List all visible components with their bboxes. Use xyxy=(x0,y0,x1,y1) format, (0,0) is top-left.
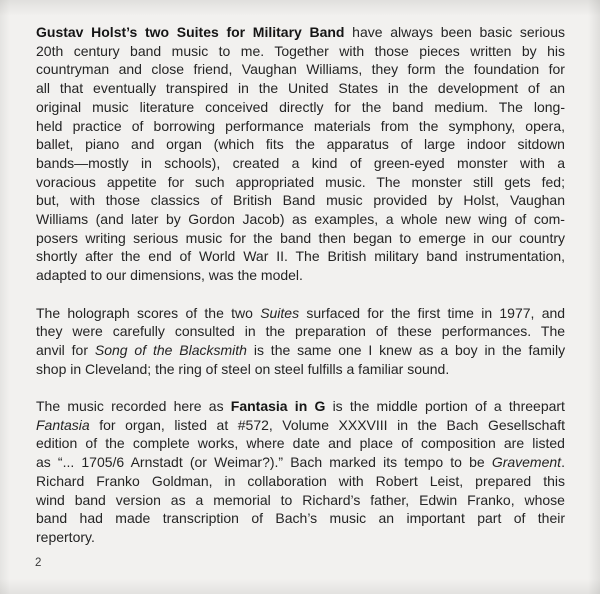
text-line-content xyxy=(36,211,565,227)
text-line-content xyxy=(36,155,565,171)
body-text: is the same one I knew as a boy in the family xyxy=(246,341,566,358)
body-text: adapted to our dimensions, was the model. xyxy=(36,267,303,284)
text-line xyxy=(36,509,565,528)
text-line xyxy=(36,341,565,360)
text-line-content xyxy=(36,473,565,489)
paragraph xyxy=(36,23,565,285)
text-line xyxy=(36,154,565,173)
text-line xyxy=(36,266,565,285)
body-text: voracious appetite for such appropriated music. The monster still gets fed; xyxy=(36,173,565,190)
text-line-content xyxy=(36,248,565,264)
body-text: wind band version as a memorial to Richard’s father, Edwin Franko, whose xyxy=(36,491,565,508)
text-line xyxy=(36,322,565,341)
text-line-content xyxy=(36,417,565,433)
text-line-content xyxy=(36,99,565,115)
text-line-content xyxy=(36,492,565,508)
italic-text: Suites xyxy=(260,304,300,321)
body-text: surfaced for the first time in 1977, and xyxy=(299,304,566,321)
body-text: have always been basic serious xyxy=(344,24,566,40)
italic-text: Fantasia xyxy=(36,416,90,433)
body-text: The music recorded here as xyxy=(36,398,231,415)
text-line-content xyxy=(36,43,565,59)
body-text: all that eventually transpired in the United States in the development of an xyxy=(36,80,566,97)
text-line-content xyxy=(36,80,565,96)
text-line xyxy=(36,210,565,229)
text-line xyxy=(36,135,565,154)
text-line xyxy=(36,173,565,192)
text-line-content xyxy=(36,24,565,40)
text-line-content xyxy=(36,435,565,451)
body-text: edition of the complete works, where date and place of composition are listed xyxy=(36,435,565,452)
body-text: bands—mostly in schools), created a kind of green-eyed monster with a xyxy=(36,154,566,171)
body-text: The holograph scores of the two xyxy=(36,304,261,321)
body-text: repertory. xyxy=(36,528,95,545)
text-line-content xyxy=(36,398,565,414)
page-number: 2 xyxy=(35,557,42,569)
text-line xyxy=(36,453,565,472)
body-text: posers writing serious music for the band then began to emerge in our country xyxy=(36,229,566,246)
italic-text: Gravement xyxy=(491,454,562,471)
text-line xyxy=(36,23,565,42)
text-line xyxy=(36,60,565,79)
body-text: band had made transcription of Bach’s music an important part of their xyxy=(36,510,566,527)
scan-edge-shadow-right xyxy=(588,0,600,594)
text-line xyxy=(36,98,565,117)
text-line-content xyxy=(36,454,565,470)
bold-text: Gustav Holst’s two Suites for Military Band xyxy=(36,24,345,40)
bold-text: Fantasia in G xyxy=(230,398,326,415)
body-text: ballet, piano and organ (which fits the apparatus of large indoor sitdown xyxy=(36,136,565,153)
text-line-content xyxy=(36,192,565,208)
text-line xyxy=(36,491,565,510)
scan-edge-shadow-bottom xyxy=(0,579,600,594)
text-line xyxy=(36,416,565,435)
scan-edge-shadow-top xyxy=(0,0,600,16)
text-line xyxy=(36,229,565,248)
text-line-content xyxy=(36,342,565,358)
scan-edge-shadow-left xyxy=(0,0,10,594)
text-line xyxy=(36,42,565,61)
text-line-content xyxy=(36,61,565,77)
text-line-content xyxy=(36,361,449,377)
italic-text: Song of the Blacksmith xyxy=(94,341,247,358)
body-text: countryman and close friend, Vaughan Williams, they form the foundation for xyxy=(36,61,565,78)
body-text: anvil for xyxy=(36,341,95,358)
body-text: shop in Cleveland; the ring of steel on steel fulfills a familiar sound. xyxy=(36,360,450,377)
text-line xyxy=(36,304,565,323)
body-text: original music literature conceived directly for the band medium. The long- xyxy=(36,98,565,115)
body-text: Richard Franko Goldman, in collaboration with Robert Leist, prepared this xyxy=(36,472,565,489)
text-line-content xyxy=(36,174,565,190)
text-line xyxy=(36,79,565,98)
text-line xyxy=(36,117,565,136)
text-line-content xyxy=(36,136,565,152)
paragraph xyxy=(36,397,565,547)
text-line xyxy=(36,247,565,266)
body-text: as “... 1705/6 Arnstadt (or Weimar?).” Bach marked its tempo to be xyxy=(36,454,492,471)
body-text: . xyxy=(561,454,565,471)
paragraph xyxy=(36,304,565,379)
body-text: Williams (and later by Gordon Jacob) as examples, a whole new wing of com- xyxy=(36,211,565,228)
text-line-content xyxy=(36,529,95,545)
body-text: but, with those classics of British Band music provided by Holst, Vaughan xyxy=(36,192,565,209)
liner-notes xyxy=(36,23,565,547)
body-text: 20th century band music to me. Together with those pieces written by his xyxy=(36,42,566,59)
text-line-content xyxy=(36,230,565,246)
body-text: is the middle portion of a threepart xyxy=(325,398,565,415)
text-line-content xyxy=(36,323,565,339)
text-line xyxy=(36,472,565,491)
text-line xyxy=(36,397,565,416)
body-text: shortly after the end of World War II. The British military band instrumentation, xyxy=(36,248,566,265)
text-line xyxy=(36,528,565,547)
text-line-content xyxy=(36,305,565,321)
text-line-content xyxy=(36,510,565,526)
text-line-content xyxy=(36,118,565,134)
text-line xyxy=(36,434,565,453)
body-text: held practice of borrowing performance materials from the symphony, opera, xyxy=(36,117,566,134)
body-text: they were carefully consulted in the preparation of these performances. The xyxy=(36,323,566,340)
text-line xyxy=(36,360,565,379)
body-text: for organ, listed at #572, Volume XXXVIII in the Bach Gesellschaft xyxy=(89,416,565,433)
text-line xyxy=(36,191,565,210)
text-line-content xyxy=(36,267,303,283)
